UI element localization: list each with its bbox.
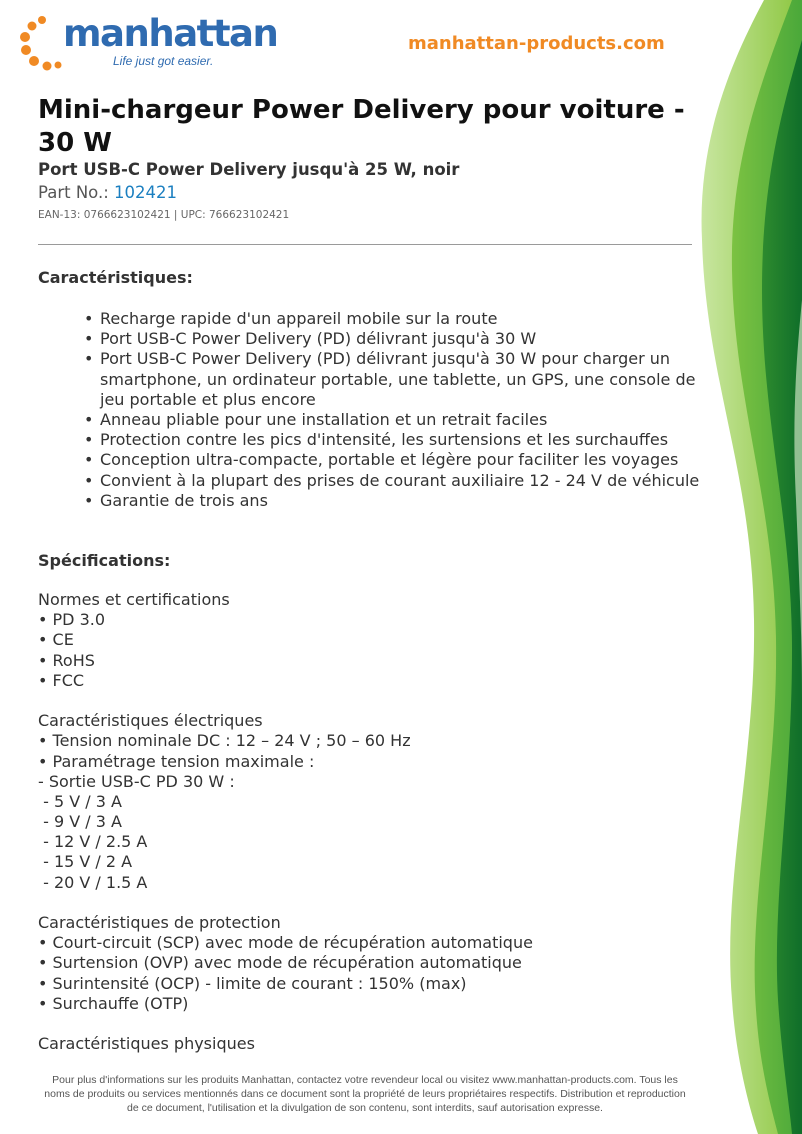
ean-label: EAN-13: xyxy=(38,209,84,221)
spec-line xyxy=(38,893,698,913)
bullet-icon: • xyxy=(84,490,94,510)
manhattan-logo xyxy=(18,10,278,72)
product-title: Mini-chargeur Power Delivery pour voiture - 30 W xyxy=(38,95,685,158)
list-item: • Convient à la plupart des prises de courant auxiliaire 12 - 24 V de véhicule xyxy=(84,470,700,490)
spec-line: • FCC xyxy=(38,670,85,690)
features-heading: Caractéristiques: xyxy=(38,268,193,287)
spec-line: Caractéristiques physiques xyxy=(38,1034,255,1054)
list-item: • Anneau pliable pour une installation et un retrait faciles xyxy=(84,410,548,430)
spec-line: Caractéristiques de protection xyxy=(38,913,281,932)
features-list xyxy=(80,309,700,511)
bullet-icon: • xyxy=(84,450,94,470)
spec-line: - 15 V / 2 A xyxy=(38,852,133,872)
divider xyxy=(38,244,692,245)
logo-wordmark: manhattan xyxy=(63,12,278,55)
list-item: • Protection contre les pics d'intensité, les surtensions et les surchauffes xyxy=(84,430,669,450)
footer-disclaimer: Pour plus d'informations sur les produits Manhattan, contactez votre revendeur local ou visitez www.manhattan-products.com. Tous les noms de produits ou services mentionnés dans ce document sont la propriété de leurs propriétaires respectifs. Distribution et reproduction de ce document, l'utilisation et la divulgation de son contenu, sont interdits, sauf autorisation expresse. xyxy=(44,1074,686,1114)
specifications-heading: Spécifications: xyxy=(38,551,171,570)
spec-line: Caractéristiques électriques xyxy=(38,711,263,731)
spec-line: - 20 V / 1.5 A xyxy=(38,872,148,892)
part-number-line xyxy=(38,183,177,202)
spec-line: • PD 3.0 xyxy=(38,610,106,630)
website-link[interactable]: manhattan-products.com xyxy=(408,33,665,54)
spec-line: • Paramétrage tension maximale : xyxy=(38,751,315,771)
list-item: • Garantie de trois ans xyxy=(84,490,268,510)
barcode-codes xyxy=(38,209,289,221)
part-number-label: Part No.: xyxy=(38,183,115,202)
spec-line: • CE xyxy=(38,630,74,650)
spec-line xyxy=(38,1014,698,1034)
spec-line: - 12 V / 2.5 A xyxy=(38,832,148,852)
list-item: • Conception ultra-compacte, portable et légère pour faciliter les voyages xyxy=(84,450,679,470)
bullet-icon: • xyxy=(84,430,94,450)
logo-tagline: Life just got easier. xyxy=(113,54,214,68)
bullet-icon: • xyxy=(84,410,94,430)
spec-line: • Surchauffe (OTP) xyxy=(38,993,189,1013)
spec-line: - 5 V / 3 A xyxy=(38,791,122,811)
part-number-link[interactable]: 102421 xyxy=(114,183,178,202)
spec-line: • RoHS xyxy=(38,650,95,670)
logo-dots-icon xyxy=(18,14,62,74)
bullet-icon: • xyxy=(84,470,94,490)
bullet-icon: • xyxy=(84,349,94,369)
spec-line: • Tension nominale DC : 12 – 24 V ; 50 – 60 Hz xyxy=(38,731,411,751)
spec-line: - Sortie USB-C PD 30 W : xyxy=(38,771,235,791)
bullet-icon: • xyxy=(84,309,94,328)
spec-line: • Court-circuit (SCP) avec mode de récupération automatique xyxy=(38,933,533,953)
product-subtitle: Port USB-C Power Delivery jusqu'à 25 W, noir xyxy=(38,160,460,179)
spec-line: Normes et certifications xyxy=(38,590,230,609)
upc-label: | UPC: xyxy=(170,209,209,221)
spec-line: • Surintensité (OCP) - limite de courant : 150% (max) xyxy=(38,973,467,993)
specifications-body xyxy=(38,590,698,1054)
spec-line: - 9 V / 3 A xyxy=(38,812,122,832)
list-item: • Recharge rapide d'un appareil mobile sur la route xyxy=(84,309,498,328)
list-item: • Port USB-C Power Delivery (PD) délivrant jusqu'à 30 W pour charger un smartphone, un ordinateur portable, une tablette, un GPS, une console de jeu portable et plus encore xyxy=(84,349,696,409)
list-item: • Port USB-C Power Delivery (PD) délivrant jusqu'à 30 W xyxy=(84,329,537,349)
bullet-icon: • xyxy=(84,329,94,349)
ean-value: 0766623102421 xyxy=(83,209,171,221)
spec-line: • Surtension (OVP) avec mode de récupération automatique xyxy=(38,953,522,973)
upc-value: 766623102421 xyxy=(209,209,290,221)
spec-line xyxy=(38,691,698,711)
